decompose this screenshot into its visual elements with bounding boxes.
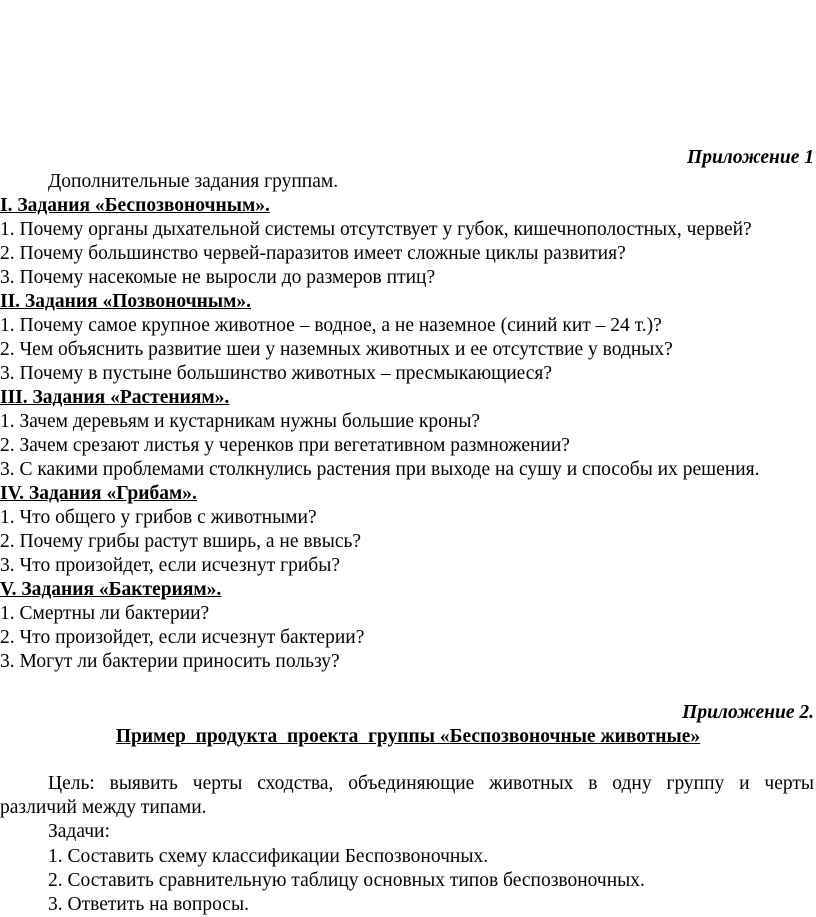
question-item: 3. С какими проблемами столкнулись растения при выходе на сушу и способы их решения. [0, 459, 760, 480]
task-item: 2. Составить сравнительную таблицу основных типов беспозвоночных. [48, 870, 645, 891]
section-heading-bacteria: V. Задания «Бактериям». [0, 579, 222, 600]
question-item: 2. Почему грибы растут вширь, а не ввысь? [0, 531, 362, 552]
question-item: 3. Почему насекомые не выросли до размеров птиц? [0, 267, 436, 288]
question-item: 3. Могут ли бактерии приносить пользу? [0, 651, 340, 672]
question-item: 2. Почему большинство червей-паразитов имеет сложные циклы развития? [0, 243, 626, 264]
appendix-1-label: Приложение 1 [687, 147, 814, 168]
goal-text [0, 772, 814, 796]
question-item: 2. Зачем срезают листья у черенков при вегетативном размножении? [0, 435, 570, 456]
intro-text: Дополнительные задания группам. [48, 171, 339, 192]
appendix-2-label: Приложение 2. [682, 702, 814, 723]
section-heading-vertebrates: II. Задания «Позвоночным». [0, 291, 251, 312]
task-item: 1. Составить схему классификации Беспозвоночных. [48, 846, 489, 867]
question-item: 1. Смертны ли бактерии? [0, 603, 210, 624]
section-heading-plants: III. Задания «Растениям». [0, 387, 230, 408]
question-item: 1. Почему самое крупное животное – водное, а не наземное (синий кит – 24 т.)? [0, 315, 662, 336]
goal-text-continuation: различий между типами. [0, 797, 207, 818]
project-title: Пример продукта проекта группы «Беспозвоночные животные» [115, 726, 701, 747]
question-item: 3. Что произойдет, если исчезнут грибы? [0, 555, 340, 576]
question-item: 2. Чем объяснить развитие шеи у наземных животных и ее отсутствие у водных? [0, 339, 673, 360]
question-item: 2. Что произойдет, если исчезнут бактерии? [0, 627, 365, 648]
question-item: 1. Что общего у грибов с животными? [0, 507, 317, 528]
goal-line-1: Цель: выявить черты сходства, объединяющие животных в одну группу и черты [48, 773, 814, 794]
question-item: 1. Почему органы дыхательной системы отсутствует у губок, кишечнополостных, червей? [0, 219, 752, 240]
tasks-label: Задачи: [48, 821, 110, 842]
question-item: 3. Почему в пустыне большинство животных – пресмыкающиеся? [0, 363, 553, 384]
section-heading-fungi: IV. Задания «Грибам». [0, 483, 197, 504]
section-heading-invertebrates: I. Задания «Беспозвоночным». [0, 195, 270, 216]
task-item: 3. Ответить на вопросы. [48, 894, 249, 915]
question-item: 1. Зачем деревьям и кустарникам нужны большие кроны? [0, 411, 481, 432]
